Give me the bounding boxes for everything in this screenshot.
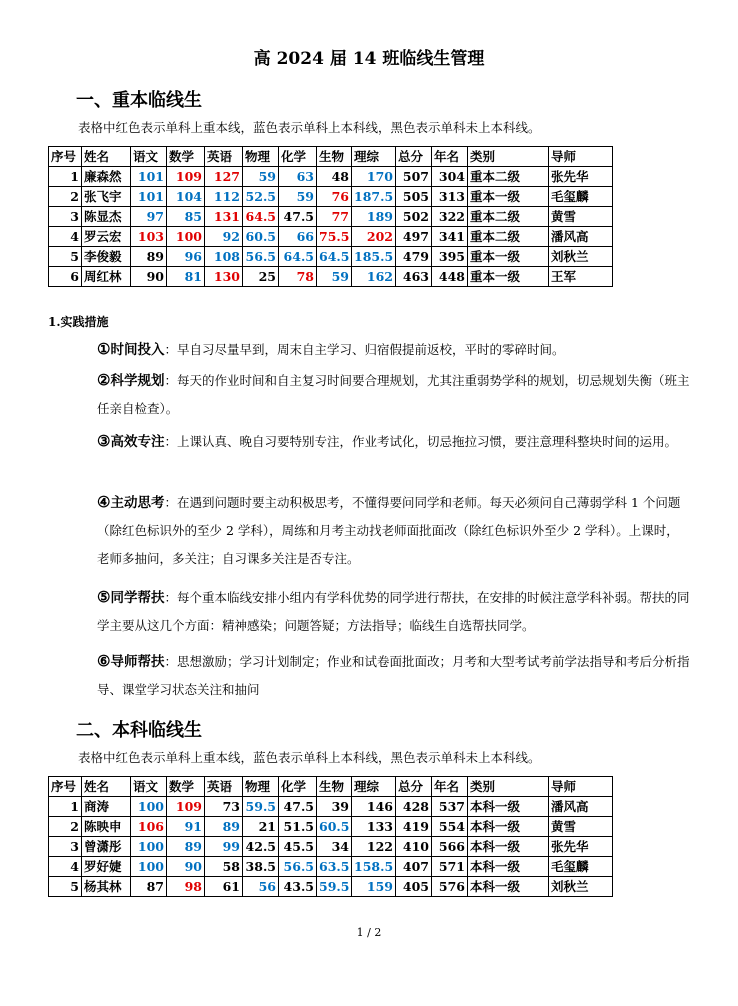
table-cell: 576 xyxy=(432,877,468,897)
table-cell: 202 xyxy=(352,227,396,247)
table-cell: 100 xyxy=(131,837,167,857)
column-header: 年名 xyxy=(432,147,468,167)
table-cell: 本科一级 xyxy=(468,857,549,877)
table-cell: 341 xyxy=(432,227,468,247)
table-cell: 73 xyxy=(205,797,243,817)
key-students-table xyxy=(48,146,613,287)
column-header: 序号 xyxy=(49,147,82,167)
table-row xyxy=(49,877,613,897)
table-cell: 507 xyxy=(396,167,432,187)
table-cell: 6 xyxy=(49,267,82,287)
table-cell: 92 xyxy=(205,227,243,247)
measure-4-key: 主动思考 xyxy=(110,495,165,511)
column-header: 化学 xyxy=(279,147,317,167)
table-cell: 李俊毅 xyxy=(82,247,131,267)
column-header: 英语 xyxy=(205,147,243,167)
table-cell: 刘秋兰 xyxy=(549,247,613,267)
table-cell: 3 xyxy=(49,207,82,227)
table-cell: 448 xyxy=(432,267,468,287)
column-header: 导师 xyxy=(549,147,613,167)
column-header: 序号 xyxy=(49,777,82,797)
table-header-row xyxy=(49,147,613,167)
table-cell: 廉森然 xyxy=(82,167,131,187)
measure-6: ⑥导师帮扶：思想激励；学习计划制定；作业和试卷面批面改；月考和大型考试考前学法指导和考后分析指导、课堂学习状态关注和抽问 xyxy=(97,652,690,697)
table-cell: 陈映申 xyxy=(82,817,131,837)
table-cell: 127 xyxy=(205,167,243,187)
column-header: 生物 xyxy=(317,777,352,797)
table-cell: 109 xyxy=(167,797,205,817)
table-cell: 罗好婕 xyxy=(82,857,131,877)
table-cell: 85 xyxy=(167,207,205,227)
table-cell: 185.5 xyxy=(352,247,396,267)
table-cell: 566 xyxy=(432,837,468,857)
table-cell: 87 xyxy=(131,877,167,897)
table-cell: 131 xyxy=(205,207,243,227)
table-cell: 43.5 xyxy=(279,877,317,897)
table-cell: 158.5 xyxy=(352,857,396,877)
table-row xyxy=(49,227,613,247)
table-cell: 张先华 xyxy=(549,167,613,187)
table-cell: 122 xyxy=(352,837,396,857)
measure-4-text: 在遇到问题时要主动积极思考，不懂得要问同学和老师。每天必须问自己薄弱学科 1 个问题（除红色标识外的至少 2 学科），周练和月考主动找老师面批面改（除红色标识外至少 2 学科）。上课时，老师多抽问，多关注；自习课多关注是否专注。 xyxy=(97,495,681,566)
table-cell: 61 xyxy=(205,877,243,897)
section2-note: 表格中红色表示单科上重本线，蓝色表示单科上本科线，黑色表示单科未上本科线。 xyxy=(78,750,541,765)
table-cell: 本科一级 xyxy=(468,877,549,897)
table-cell: 潘风高 xyxy=(549,797,613,817)
table-cell: 100 xyxy=(131,857,167,877)
table-cell: 304 xyxy=(432,167,468,187)
table-cell: 96 xyxy=(167,247,205,267)
table-cell: 405 xyxy=(396,877,432,897)
table-cell: 100 xyxy=(167,227,205,247)
table-cell: 187.5 xyxy=(352,187,396,207)
table-cell: 重本一级 xyxy=(468,267,549,287)
table-cell: 64.5 xyxy=(243,207,279,227)
table-cell: 419 xyxy=(396,817,432,837)
table-cell: 本科一级 xyxy=(468,817,549,837)
table-row xyxy=(49,857,613,877)
measure-1-text: 早自习尽量早到，周末自主学习、归宿假提前返校，平时的零碎时间。 xyxy=(176,342,565,357)
table-cell: 90 xyxy=(167,857,205,877)
table-cell: 407 xyxy=(396,857,432,877)
table-row xyxy=(49,187,613,207)
table-cell: 1 xyxy=(49,167,82,187)
table-cell: 103 xyxy=(131,227,167,247)
table-cell: 2 xyxy=(49,187,82,207)
column-header: 理综 xyxy=(352,147,396,167)
table-cell: 重本二级 xyxy=(468,207,549,227)
table-cell: 4 xyxy=(49,227,82,247)
table-cell: 黄雪 xyxy=(549,817,613,837)
table-cell: 59 xyxy=(279,187,317,207)
measure-6-key: 导师帮扶 xyxy=(110,654,165,670)
column-header: 导师 xyxy=(549,777,613,797)
table-cell: 78 xyxy=(279,267,317,287)
table-cell: 99 xyxy=(205,837,243,857)
column-header: 姓名 xyxy=(82,777,131,797)
table-cell: 张先华 xyxy=(549,837,613,857)
document-title: 高 2024 届 14 班临线生管理 xyxy=(253,49,485,69)
table-cell: 159 xyxy=(352,877,396,897)
table-cell: 91 xyxy=(167,817,205,837)
table-cell: 3 xyxy=(49,837,82,857)
measure-4: ④主动思考：在遇到问题时要主动积极思考，不懂得要问同学和老师。每天必须问自己薄弱学科 1 个问题（除红色标识外的至少 2 学科），周练和月考主动找老师面批面改（除红色标识外至少 2 学科）。上课时，老师多抽问，多关注；自习课多关注是否专注。 xyxy=(97,493,681,566)
measure-4-number: ④ xyxy=(97,493,111,511)
table-cell: 64.5 xyxy=(317,247,352,267)
table-row xyxy=(49,817,613,837)
table-row xyxy=(49,797,613,817)
measure-3-text: 上课认真、晚自习要特别专注，作业考试化，切忌拖拉习惯，要注意理科整块时间的运用。 xyxy=(176,434,677,449)
column-header: 语文 xyxy=(131,147,167,167)
table-row xyxy=(49,207,613,227)
table-cell: 108 xyxy=(205,247,243,267)
table-cell: 497 xyxy=(396,227,432,247)
table-cell: 89 xyxy=(205,817,243,837)
table-cell: 58 xyxy=(205,857,243,877)
table-cell: 21 xyxy=(243,817,279,837)
measure-6-text: 思想激励；学习计划制定；作业和试卷面批面改；月考和大型考试考前学法指导和考后分析指导、课堂学习状态关注和抽问 xyxy=(97,654,690,697)
measure-5-number: ⑤ xyxy=(97,588,111,606)
measures-heading: 1.实践措施 xyxy=(48,315,109,329)
table-cell: 170 xyxy=(352,167,396,187)
measure-3-key: 高效专注 xyxy=(110,434,165,450)
table-cell: 101 xyxy=(131,167,167,187)
measure-5-text: 每个重本临线安排小组内有学科优势的同学进行帮扶，在安排的时候注意学科补弱。帮扶的同学主要从这几个方面：精神感染；问题答疑；方法指导；临线生自选帮扶同学。 xyxy=(97,590,690,633)
table-cell: 428 xyxy=(396,797,432,817)
table-cell: 重本二级 xyxy=(468,167,549,187)
table-cell: 313 xyxy=(432,187,468,207)
section2-heading: 二、本科临线生 xyxy=(76,720,202,741)
table-cell: 133 xyxy=(352,817,396,837)
table-cell: 63.5 xyxy=(317,857,352,877)
table-cell: 1 xyxy=(49,797,82,817)
measure-2-number: ② xyxy=(97,371,111,389)
table-cell: 王军 xyxy=(549,267,613,287)
column-header: 语文 xyxy=(131,777,167,797)
table-cell: 曾潇彤 xyxy=(82,837,131,857)
table-cell: 56 xyxy=(243,877,279,897)
table-cell: 98 xyxy=(167,877,205,897)
measure-5-key: 同学帮扶 xyxy=(110,590,165,606)
table-cell: 104 xyxy=(167,187,205,207)
table-cell: 陈显杰 xyxy=(82,207,131,227)
table-cell: 101 xyxy=(131,187,167,207)
table-cell: 571 xyxy=(432,857,468,877)
table-cell: 47.5 xyxy=(279,207,317,227)
table-cell: 463 xyxy=(396,267,432,287)
table-row xyxy=(49,247,613,267)
measure-6-number: ⑥ xyxy=(97,652,111,670)
column-header: 物理 xyxy=(243,777,279,797)
table-row xyxy=(49,167,613,187)
table-cell: 潘风高 xyxy=(549,227,613,247)
table-cell: 59.5 xyxy=(243,797,279,817)
table-row xyxy=(49,267,613,287)
table-cell: 48 xyxy=(317,167,352,187)
table-cell: 张飞宇 xyxy=(82,187,131,207)
section1-note: 表格中红色表示单科上重本线，蓝色表示单科上本科线，黑色表示单科未上本科线。 xyxy=(78,120,541,135)
column-header: 化学 xyxy=(279,777,317,797)
column-header: 英语 xyxy=(205,777,243,797)
table-cell: 106 xyxy=(131,817,167,837)
measure-1: ①时间投入：早自习尽量早到，周末自主学习、归宿假提前返校，平时的零碎时间。 xyxy=(97,340,565,358)
table-cell: 109 xyxy=(167,167,205,187)
column-header: 总分 xyxy=(396,777,432,797)
table-cell: 395 xyxy=(432,247,468,267)
table-cell: 75.5 xyxy=(317,227,352,247)
column-header: 年名 xyxy=(432,777,468,797)
measure-1-number: ① xyxy=(97,340,111,358)
table-cell: 505 xyxy=(396,187,432,207)
table-cell: 537 xyxy=(432,797,468,817)
table-header-row xyxy=(49,777,613,797)
table-cell: 毛玺麟 xyxy=(549,187,613,207)
table-cell: 56.5 xyxy=(279,857,317,877)
measure-5: ⑤同学帮扶：每个重本临线安排小组内有学科优势的同学进行帮扶，在安排的时候注意学科补弱。帮扶的同学主要从这几个方面：精神感染；问题答疑；方法指导；临线生自选帮扶同学。 xyxy=(97,588,690,633)
table-cell: 38.5 xyxy=(243,857,279,877)
table-cell: 100 xyxy=(131,797,167,817)
table-cell: 410 xyxy=(396,837,432,857)
measure-3: ③高效专注：上课认真、晚自习要特别专注，作业考试化，切忌拖拉习惯，要注意理科整块时间的运用。 xyxy=(97,432,677,450)
table-cell: 89 xyxy=(167,837,205,857)
table-cell: 59 xyxy=(243,167,279,187)
measure-2-key: 科学规划 xyxy=(110,373,165,389)
table-cell: 重本二级 xyxy=(468,227,549,247)
table-cell: 66 xyxy=(279,227,317,247)
table-cell: 554 xyxy=(432,817,468,837)
page-number: 1 / 2 xyxy=(356,926,382,939)
table-cell: 2 xyxy=(49,817,82,837)
column-header: 姓名 xyxy=(82,147,131,167)
table-cell: 杨其林 xyxy=(82,877,131,897)
table-cell: 81 xyxy=(167,267,205,287)
table-cell: 重本一级 xyxy=(468,187,549,207)
table-cell: 5 xyxy=(49,247,82,267)
table-cell: 本科一级 xyxy=(468,837,549,857)
table-cell: 59.5 xyxy=(317,877,352,897)
table-cell: 毛玺麟 xyxy=(549,857,613,877)
table-row xyxy=(49,837,613,857)
table-cell: 重本一级 xyxy=(468,247,549,267)
table-cell: 76 xyxy=(317,187,352,207)
table-cell: 56.5 xyxy=(243,247,279,267)
table-cell: 47.5 xyxy=(279,797,317,817)
column-header: 总分 xyxy=(396,147,432,167)
table-cell: 刘秋兰 xyxy=(549,877,613,897)
table-cell: 146 xyxy=(352,797,396,817)
table-cell: 商涛 xyxy=(82,797,131,817)
column-header: 物理 xyxy=(243,147,279,167)
column-header: 数学 xyxy=(167,147,205,167)
table-cell: 90 xyxy=(131,267,167,287)
table-cell: 322 xyxy=(432,207,468,227)
table-cell: 25 xyxy=(243,267,279,287)
table-cell: 39 xyxy=(317,797,352,817)
column-header: 类别 xyxy=(468,777,549,797)
table-cell: 89 xyxy=(131,247,167,267)
table-cell: 周红林 xyxy=(82,267,131,287)
table-cell: 罗云宏 xyxy=(82,227,131,247)
table-cell: 502 xyxy=(396,207,432,227)
table-cell: 60.5 xyxy=(243,227,279,247)
table-cell: 77 xyxy=(317,207,352,227)
table-cell: 130 xyxy=(205,267,243,287)
table-cell: 34 xyxy=(317,837,352,857)
table-cell: 64.5 xyxy=(279,247,317,267)
table-cell: 63 xyxy=(279,167,317,187)
undergrad-students-table xyxy=(48,776,613,897)
column-header: 类别 xyxy=(468,147,549,167)
measure-2-text: 每天的作业时间和自主复习时间要合理规划，尤其注重弱势学科的规划，切忌规划失衡（班主任亲自检查）。 xyxy=(97,373,690,416)
column-header: 数学 xyxy=(167,777,205,797)
measure-1-key: 时间投入 xyxy=(110,342,165,358)
column-header: 理综 xyxy=(352,777,396,797)
table-cell: 97 xyxy=(131,207,167,227)
measure-3-number: ③ xyxy=(97,432,111,450)
table-cell: 189 xyxy=(352,207,396,227)
table-cell: 5 xyxy=(49,877,82,897)
table-cell: 60.5 xyxy=(317,817,352,837)
table-cell: 479 xyxy=(396,247,432,267)
section1-heading: 一、重本临线生 xyxy=(76,90,202,111)
table-cell: 162 xyxy=(352,267,396,287)
table-cell: 52.5 xyxy=(243,187,279,207)
table-cell: 42.5 xyxy=(243,837,279,857)
table-cell: 黄雪 xyxy=(549,207,613,227)
table-cell: 59 xyxy=(317,267,352,287)
table-cell: 45.5 xyxy=(279,837,317,857)
table-cell: 112 xyxy=(205,187,243,207)
table-cell: 本科一级 xyxy=(468,797,549,817)
column-header: 生物 xyxy=(317,147,352,167)
table-cell: 51.5 xyxy=(279,817,317,837)
table-cell: 4 xyxy=(49,857,82,877)
measure-2: ②科学规划：每天的作业时间和自主复习时间要合理规划，尤其注重弱势学科的规划，切忌规划失衡（班主任亲自检查）。 xyxy=(97,371,690,416)
